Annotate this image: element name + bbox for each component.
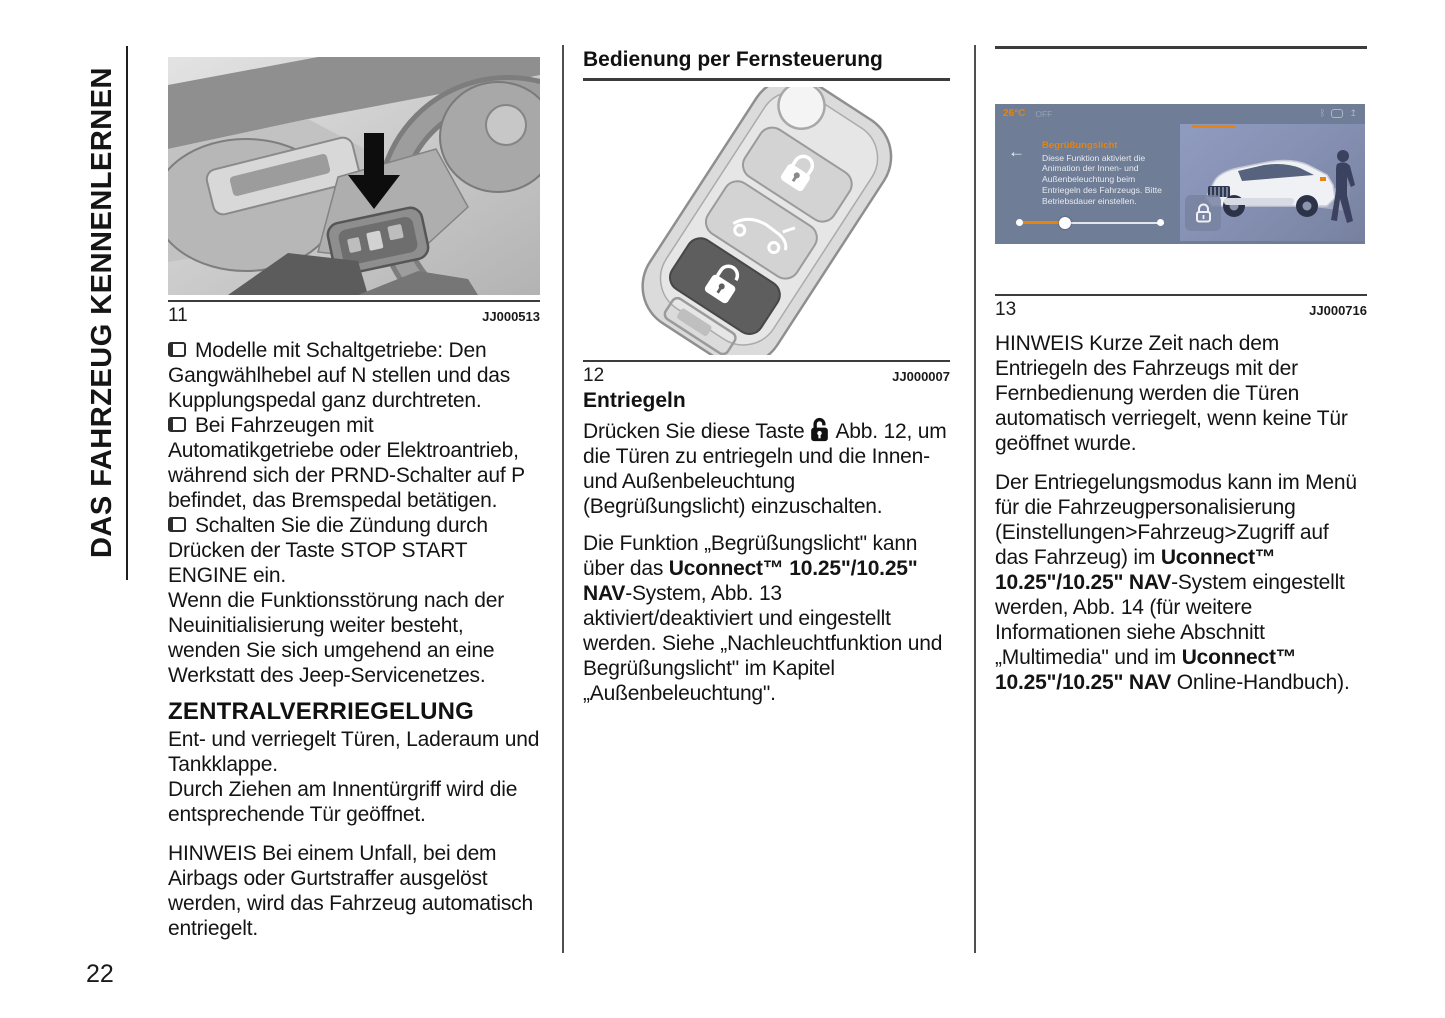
- figure-12-caption: [583, 362, 950, 387]
- slider-min-dot: [1016, 219, 1023, 226]
- back-arrow-icon[interactable]: ←: [1008, 141, 1025, 161]
- chapter-sidebar: [86, 46, 128, 580]
- uconnect-status-bar: [995, 104, 1365, 124]
- paragraph-unlock: Drücken Sie diese Taste Abb. 12, um die Türen zu entriegeln und die Innen- und Außenbeleuchtung (Begrüßungslicht) einzuschalten.: [583, 417, 950, 519]
- chapter-title: DAS FAHRZEUG KENNENLERNEN: [86, 67, 118, 559]
- figure-code: JJ000513: [482, 309, 540, 324]
- column-2: [583, 48, 950, 706]
- square-bullet-icon: [168, 517, 186, 532]
- page-number: 22: [86, 960, 114, 988]
- column-3: [995, 46, 1367, 695]
- column-3-text: [995, 331, 1367, 695]
- connectivity-icon: ↥: [1349, 108, 1357, 118]
- paragraph-locks: Ent- und verriegelt Türen, Laderaum und Tankklappe.: [168, 728, 540, 776]
- column-heading: Bedienung per Fernsteuerung: [583, 48, 883, 71]
- figure-13-caption: [995, 296, 1367, 321]
- duration-slider[interactable]: [1016, 217, 1164, 229]
- note-paragraph: HINWEIS Bei einem Unfall, bei dem Airbags oder Gurtstraffer ausgelöst werden, wird das Fahrzeug automatisch entriegelt.: [168, 842, 533, 940]
- key-fob-illustration: [583, 87, 950, 355]
- square-bullet-icon: [168, 417, 186, 432]
- bullet-item: Bei Fahrzeugen mit Automatikgetriebe oder Elektroantrieb, während sich der PRND-Schalter auf P befindet, das Bremspedal betätigen.: [168, 414, 525, 512]
- lock-icon: [1195, 203, 1212, 223]
- section-heading: ZENTRALVERRIEGELUNG: [168, 698, 475, 725]
- column-1: [168, 57, 540, 941]
- heading-rule: [583, 78, 950, 81]
- voice-bubble-icon: [1331, 109, 1343, 118]
- column-divider: [974, 45, 976, 953]
- figure-number: 12: [583, 365, 605, 386]
- note-paragraph: HINWEIS Kurze Zeit nach dem Entriegeln des Fahrzeugs mit der Fernbedienung werden die Türen automatisch verriegelt, wenn keine Tür geöffnet wurde.: [995, 332, 1348, 455]
- bullet-item: Modelle mit Schaltgetriebe: Den Gangwählhebel auf N stellen und das Kupplungspedal ganz durchtreten.: [168, 339, 511, 412]
- steering-column-illustration: [168, 57, 540, 295]
- figure-11: [168, 57, 540, 302]
- column-divider: [562, 45, 564, 953]
- slider-handle[interactable]: [1059, 217, 1071, 229]
- open-padlock-icon: [808, 417, 831, 442]
- paragraph-handle: Durch Ziehen am Innentürgriff wird die entsprechende Tür geöffnet.: [168, 778, 518, 826]
- bluetooth-icon: ᛒ: [1320, 108, 1326, 118]
- climate-off-label: OFF: [1035, 108, 1053, 119]
- square-bullet-icon: [168, 342, 186, 357]
- welcome-light-preview: [1180, 124, 1365, 241]
- column-2-text: [583, 417, 950, 706]
- uconnect-screen: [995, 104, 1365, 244]
- setting-title: Begrüßungslicht: [1042, 139, 1118, 151]
- figure-code: JJ000716: [1309, 303, 1367, 318]
- tab-indicator: [1192, 125, 1236, 128]
- paragraph-unlock-mode: Der Entriegelungsmodus kann im Menü für die Fahrzeugpersonalisierung (Einstellungen>Fahrzeug>Zugriff auf das Fahrzeug) im Uconnect™ 10.25"/10.25" NAV-System eingestellt werden, Abb. 14 (für weitere Informationen siehe Abschnitt „Multimedia" und im Uconnect™ 10.25"/10.25" NAV Online-Handbuch).: [995, 471, 1357, 694]
- lock-badge: [1185, 195, 1221, 231]
- figure-number: 11: [168, 305, 188, 326]
- subsection-heading: Entriegeln: [583, 389, 686, 412]
- paragraph-uconnect: Die Funktion „Begrüßungslicht" kann über das Uconnect™ 10.25"/10.25" NAV-System, Abb. 13 aktiviert/deaktiviert und eingestellt werden. Siehe „Nachleuchtfunktion und Begrüßungslicht" im Kapitel „Außenbeleuchtung".: [583, 532, 943, 705]
- paragraph-fault: Wenn die Funktionsstörung nach der Neuinitialisierung weiter besteht, wenden Sie sich umgehend an eine Werkstatt des Jeep-Servicenetzes.: [168, 589, 505, 687]
- temperature-readout: 26°C: [1003, 108, 1026, 119]
- person-silhouette: [1325, 149, 1359, 231]
- column-1-text: [168, 338, 540, 941]
- figure-number: 13: [995, 299, 1017, 320]
- bullet-item: Schalten Sie die Zündung durch Drücken der Taste STOP START ENGINE ein.: [168, 514, 488, 587]
- figure-12: [583, 87, 950, 362]
- column-top-rule: [995, 46, 1367, 49]
- slider-fill: [1016, 221, 1065, 224]
- figure-11-caption: [168, 302, 540, 327]
- slider-max-dot: [1157, 219, 1164, 226]
- figure-code: JJ000007: [892, 369, 950, 384]
- setting-description: Diese Funktion aktiviert die Animation der Innen- und Außenbeleuchtung beim Entriegeln des Fahrzeugs. Bitte Betriebsdauer einstellen.: [1042, 152, 1162, 206]
- uconnect-settings-pane: [995, 124, 1180, 244]
